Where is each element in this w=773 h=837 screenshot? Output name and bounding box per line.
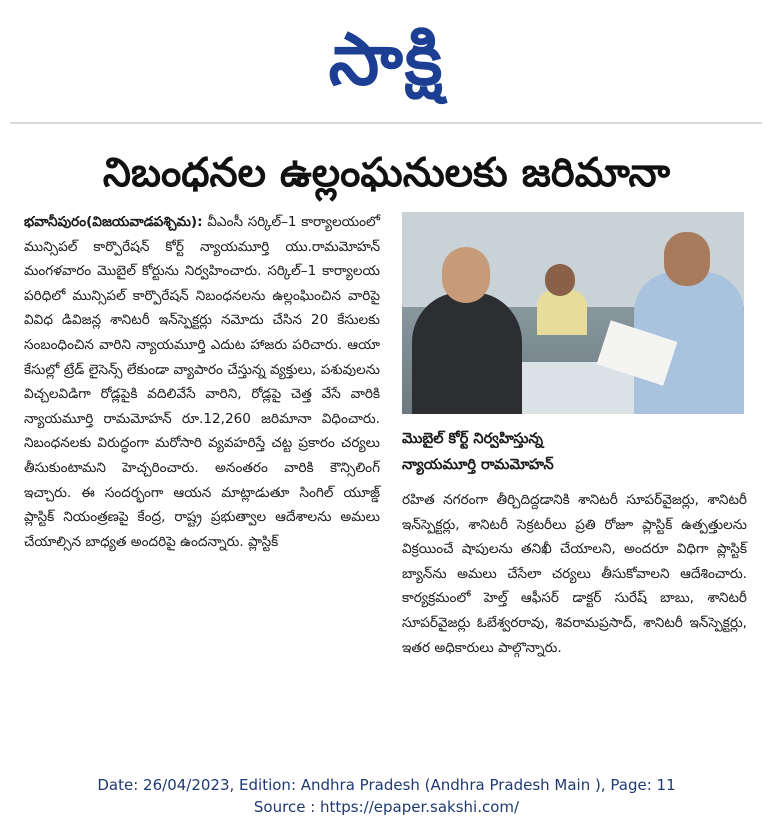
article-photo bbox=[402, 212, 744, 414]
article-body-right: రహిత నగరంగా తీర్చిదిద్దడానికి శానిటరీ సూపర్‌వైజర్లు, శానిటరీ ఇన్‌స్పెక్టర్లు, శానిటరీ సెక్రటరీలు ప్రతి రోజూ ప్లాస్టిక్‌ ఉత్పత్తులను విక్రయించే షాపులను తనిఖీ చేయాలని, అందరూ విధిగా ప్లాస్టిక్‌ బ్యాన్‌ను అమలు చేసేలా చర్యలు తీసుకోవాలని ఆదేశించారు. కార్యక్రమంలో హెల్త్‌ ఆఫీసర్‌ డాక్టర్‌ సురేష్‌ బాబు, శానిటరీ సూపర్‌వైజర్లు ఓబేశ్వరరావు, శివరామప్రసాద్‌, శానిటరీ ఇన్‌స్పెక్టర్లు, ఇతర అధికారులు పాల్గొన్నారు. bbox=[402, 492, 747, 656]
article-dateline: భవానీపురం(విజయవాడపశ్చిమ): bbox=[24, 214, 203, 230]
article-right-column bbox=[402, 488, 747, 660]
photo-caption bbox=[402, 426, 747, 478]
newspaper-logo: సాక్షి bbox=[328, 17, 445, 101]
photo-caption-line2: న్యాయమూర్తి రామమోహన్‌ bbox=[402, 457, 554, 473]
article-headline: నిబంధనల ఉల్లంఘనులకు జరిమానా bbox=[102, 150, 671, 196]
epaper-footer bbox=[0, 774, 773, 818]
photo-caption-line1: మొబైల్‌ కోర్ట్‌ నిర్వహిస్తున్న bbox=[402, 431, 544, 447]
edition-info: Date: 26/04/2023, Edition: Andhra Pradesh (Andhra Pradesh Main ), Page: 11 bbox=[97, 776, 676, 794]
article-body-left: వీఎంసీ సర్కిల్‌–1 కార్యాలయంలో మున్సిపల్‌ కార్పొరేషన్‌ కోర్ట్‌ న్యాయమూర్తి యు.రామమోహన్‌ మంగళవారం మొబైల్‌ కోర్టును నిర్వహించారు. సర్కిల్‌–1 కార్యాలయ పరిధిలో మున్సిపల్‌ కార్పొరేషన్‌ నిబంధనలను ఉల్లంఘించిన వారిపై వివిధ డివిజన్ల శానిటరీ ఇన్‌స్పెక్టర్లు నమోదు చేసిన 20 కేసులకు సంబంధించిన వారిని న్యాయమూర్తి ఎదుట హాజరు పరిచారు. ఆయా కేసుల్లో ట్రేడ్‌ లైసెన్స్‌ లేకుండా వ్యాపారం చేస్తున్న వ్యక్తులు, పశువులను విచ్చలవిడిగా రోడ్లపైకి వదిలివేసే వారిని, రోడ్లపై చెత్త వేసే వారికి న్యాయమూర్తి రామమోహన్‌ రూ.12,260 జరిమానా విధించారు. నిబంధనలకు విరుద్ధంగా మరోసారి వ్యవహరిస్తే చట్ట ప్రకారం చర్యలు తీసుకుంటామని హెచ్చరించారు. అనంతరం వారికి కౌన్సిలింగ్‌ ఇచ్చారు. ఈ సందర్భంగా ఆయన మాట్లాడుతూ సింగిల్‌ యూజ్డ్‌ ప్లాస్టిక్‌ నియంత్రణపై కేంద్ర, రాష్ట్ర ప్రభుత్వాల ఆదేశాలను అమలు చేయాల్సిన బాధ్యత అందరిపై ఉందన్నారు. ప్లాస్టిక్‌ bbox=[24, 214, 380, 550]
source-link[interactable]: Source : https://epaper.sakshi.com/ bbox=[253, 798, 520, 816]
masthead-divider bbox=[10, 122, 762, 124]
article-left-column bbox=[24, 210, 380, 554]
